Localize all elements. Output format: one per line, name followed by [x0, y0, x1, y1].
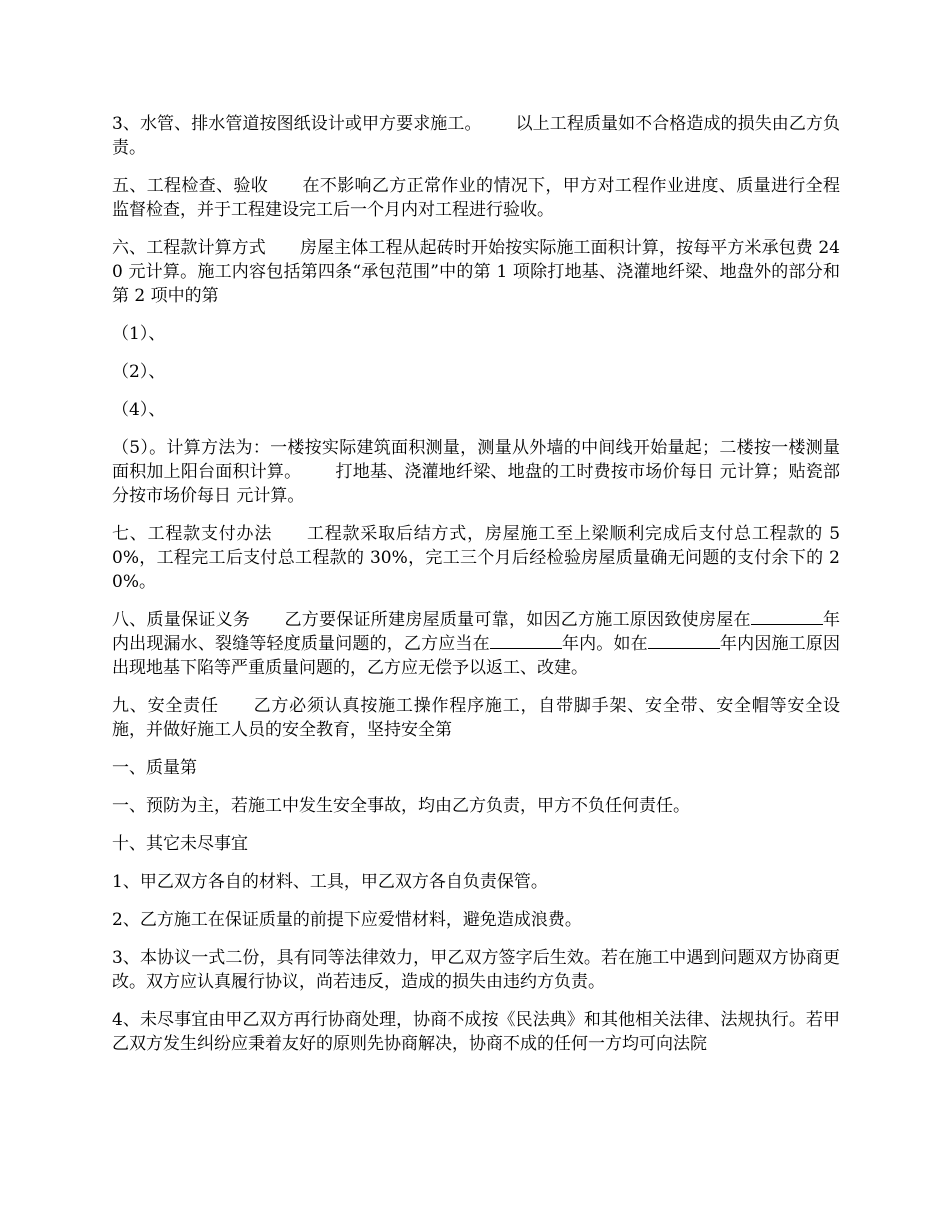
section-10-item-1: 1、甲乙双方各自的材料、工具，甲乙双方各自负责保管。	[112, 872, 548, 892]
paragraph-text: 以上工程质量如不合格造成的损失由乙方负责。	[112, 114, 841, 158]
paragraph-text: 3、水管、排水管道按图纸设计或甲方要求施工。	[112, 114, 482, 134]
paragraph-text: （5）。计算方法为：一楼按实际建筑面积测量，测量从外墙的中间线开始量起；二楼按一楼测量面积加上阳台面积计算。	[112, 438, 840, 482]
section-body: 乙方必须认真按施工操作程序施工，自带脚手架、安全带、安全帽等安全设施，并做好施工人员的安全教育，坚持安全第	[112, 696, 841, 740]
section-10-item-2: 2、乙方施工在保证质量的前提下应爱惜材料，避免造成浪费。	[112, 910, 582, 930]
list-item-2: （2）、	[112, 362, 166, 382]
paragraph-quality-first: 一、质量第	[112, 758, 197, 778]
fill-in-blank	[648, 633, 720, 649]
section-heading: 九、安全责任	[112, 696, 219, 716]
section-heading: 八、质量保证义务	[112, 610, 251, 630]
section-body: 工程款采取后结方式，房屋施工至上梁顺利完成后支付总工程款的 50%，工程完工后支付总工程款的 30%，完工三个月后经检验房屋质量确无问题的支付余下的 20%。	[112, 524, 841, 592]
section-heading: 七、工程款支付办法	[112, 524, 273, 544]
fill-in-blank	[751, 609, 789, 625]
section-10-item-4: 4、未尽事宜由甲乙双方再行协商处理，协商不成按《民法典》和其他相关法律、法规执行。若甲乙双方发生纠纷应秉着友好的原则先协商解决，协商不成的任何一方均可向法院	[112, 1010, 840, 1054]
fill-in-blank	[490, 633, 562, 649]
document-page	[112, 112, 840, 1070]
section-10-item-3: 3、本协议一式二份，具有同等法律效力，甲乙双方签字后生效。若在施工中遇到问题双方协商更改。双方应认真履行协议，尚若违反，造成的损失由违约方负责。	[112, 948, 840, 992]
section-body: 年内。如在	[561, 634, 648, 654]
paragraph-text: 打地基、浇灌地纤梁、地盘的工时费按市场价每日 元计算；贴瓷部分按市场价每日 元计算。	[112, 462, 841, 506]
section-body: 房屋主体工程从起砖时开始按实际施工面积计算，按每平方米承包费 240 元计算。施工内容包括第四条“承包范围”中的第 1 项除打地基、浇灌地纤梁、地盘外的部分和第 2 项中的第	[112, 238, 840, 306]
paragraph-item-3	[112, 112, 840, 160]
section-heading: 六、工程款计算方式	[112, 238, 266, 258]
list-item-5-paragraph	[112, 436, 840, 508]
section-body: 年内因施工原因出现地基下陷等严重质量问题的，乙方应无偿予以返工、改建。	[112, 634, 841, 678]
section-heading: 五、工程检查、验收	[112, 176, 269, 196]
fill-in-blank	[789, 609, 823, 625]
section-5-paragraph	[112, 174, 840, 222]
section-7-paragraph	[112, 522, 840, 594]
list-item-4: （4）、	[112, 400, 166, 420]
section-9-paragraph	[112, 694, 840, 742]
section-10-heading: 十、其它未尽事宜	[112, 834, 248, 854]
section-body: 年内出现漏水、裂缝等轻度质量问题的，乙方应当在	[112, 610, 841, 654]
section-8-paragraph	[112, 608, 840, 680]
section-body: 乙方要保证所建房屋质量可靠，如因乙方施工原因致使房屋在	[284, 610, 751, 630]
paragraph-prevention-first: 一、预防为主，若施工中发生安全事故，均由乙方负责，甲方不负任何责任。	[112, 796, 690, 816]
section-body: 在不影响乙方正常作业的情况下，甲方对工程作业进度、质量进行全程监督检查，并于工程建设完工后一个月内对工程进行验收。	[112, 176, 841, 220]
list-item-1: （1）、	[112, 324, 166, 344]
section-6-paragraph	[112, 236, 840, 308]
